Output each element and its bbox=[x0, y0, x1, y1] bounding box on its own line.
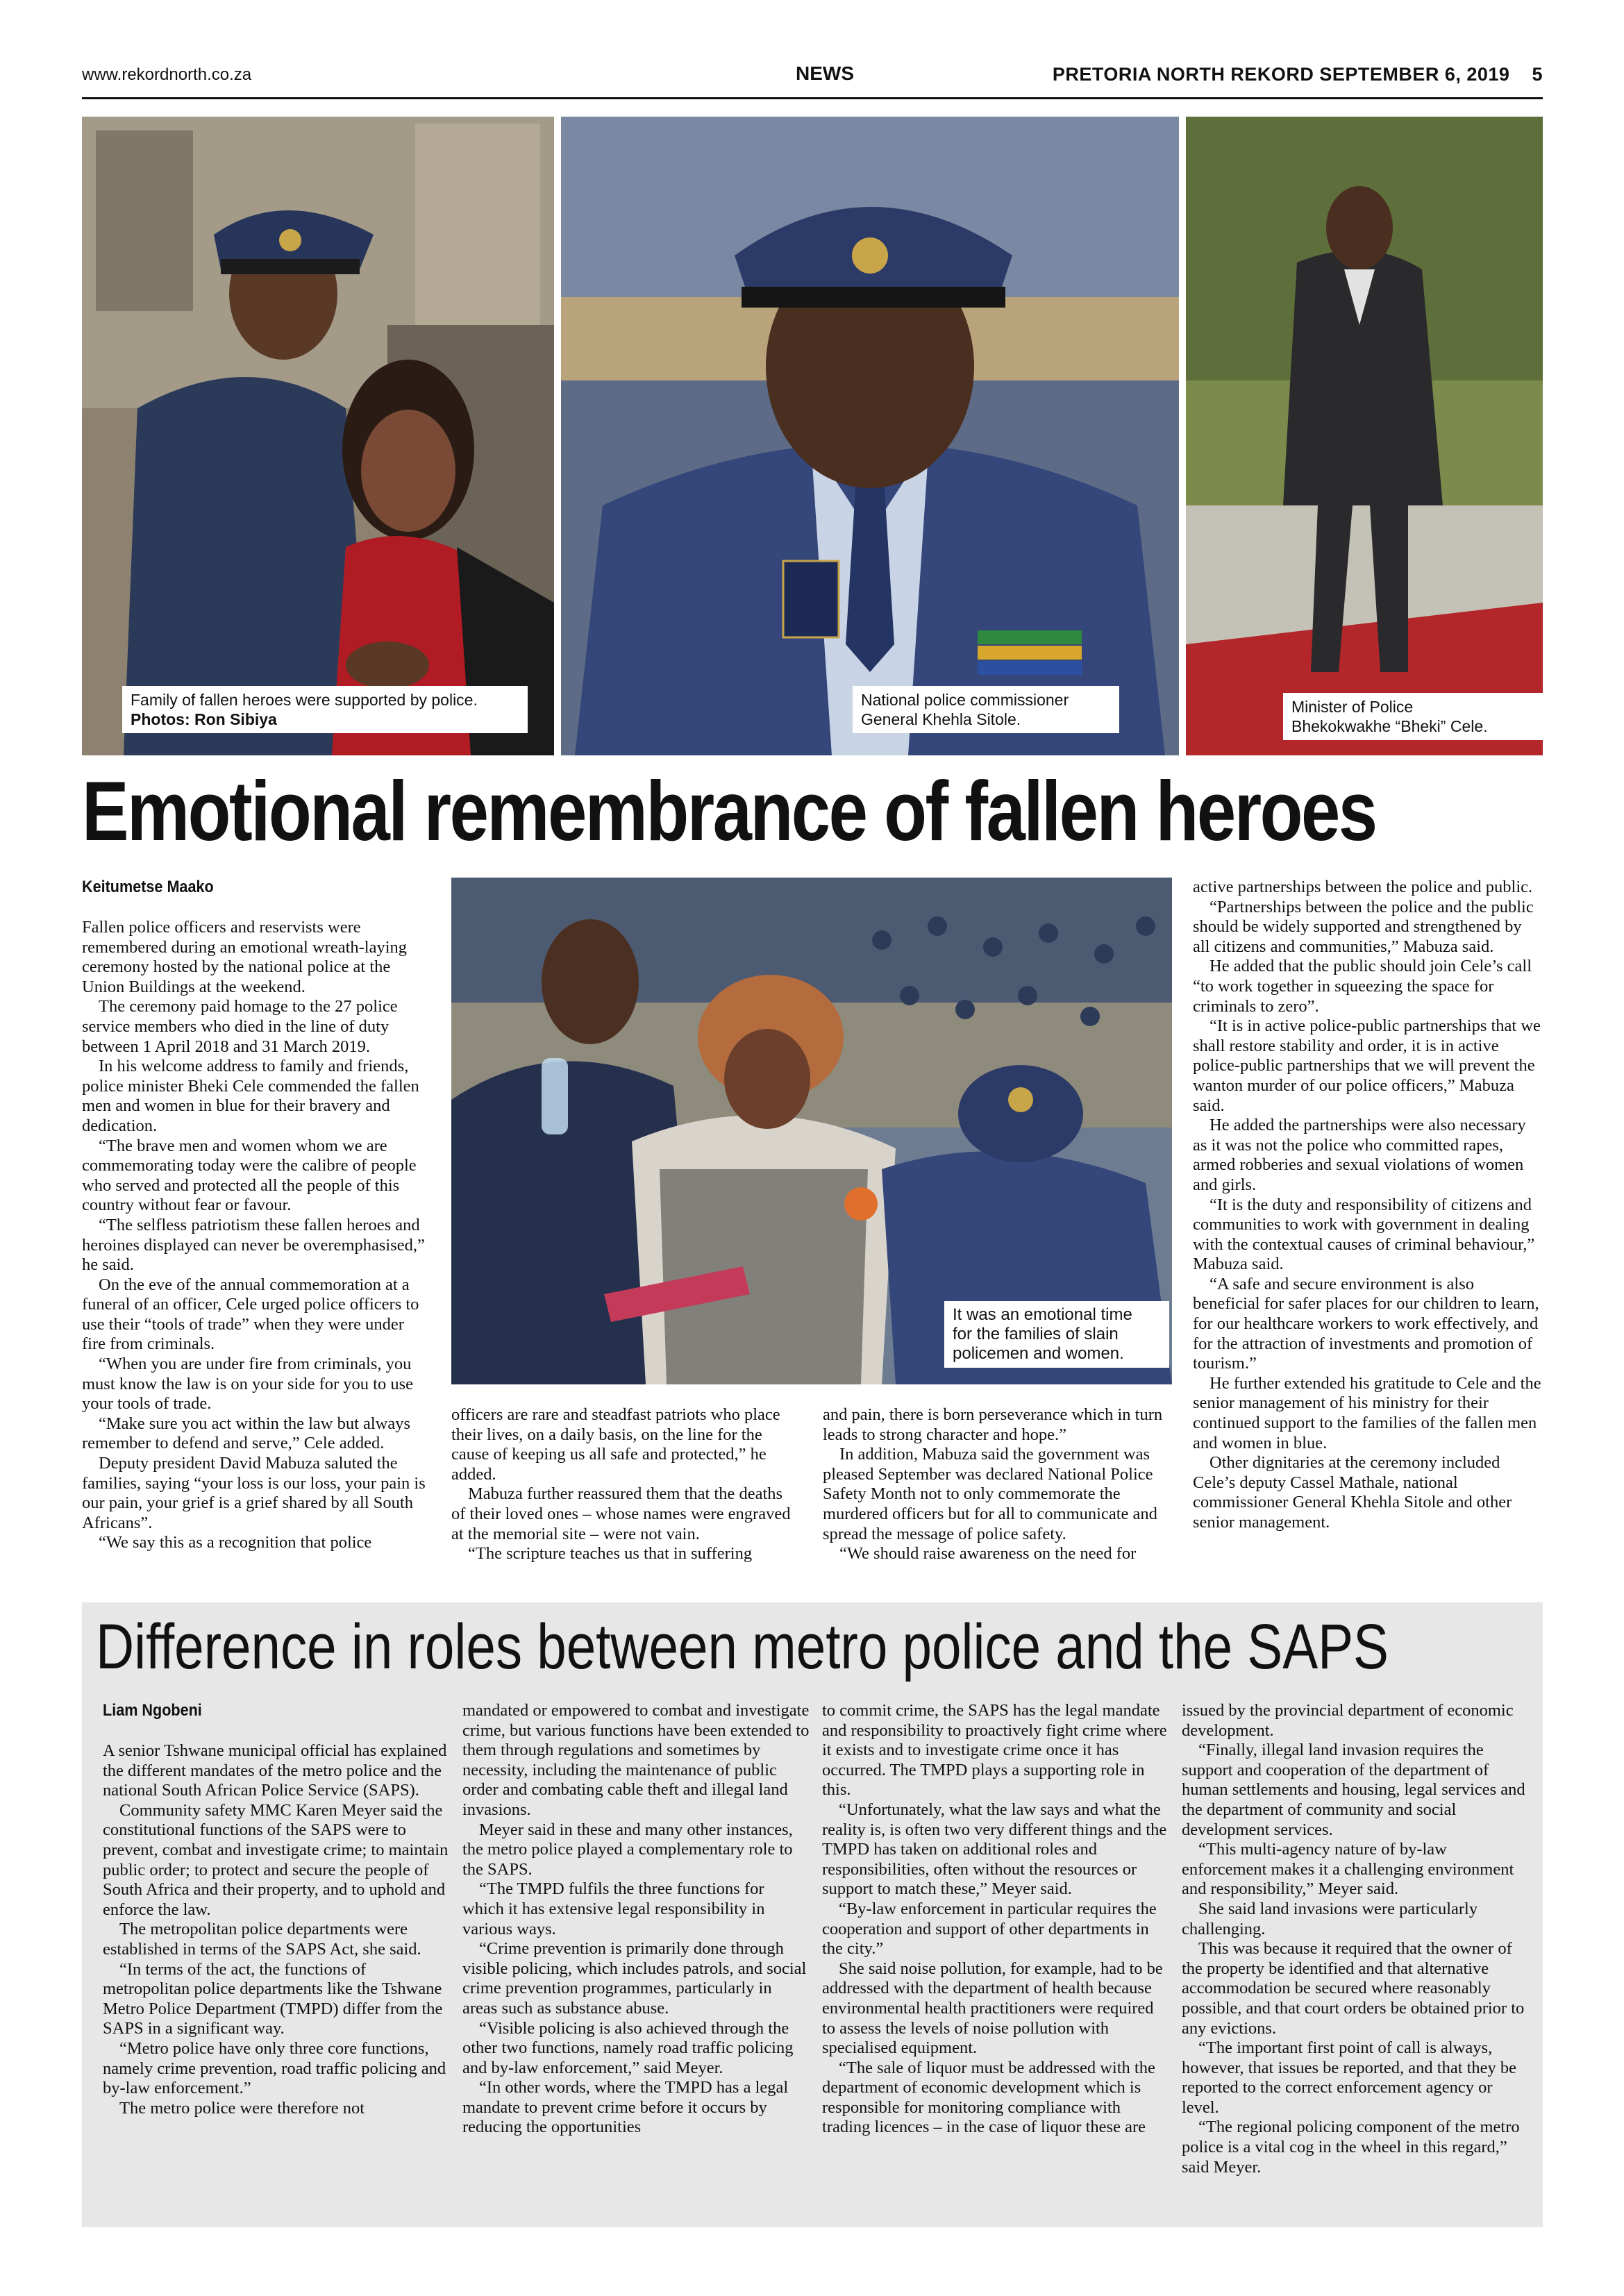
caption-line: Minister of Police bbox=[1291, 698, 1414, 716]
paragraph: He added the partnerships were also necessary as it was not the police who committed rapes, armed robberies and sexual violations of women and girls. bbox=[1193, 1116, 1526, 1194]
paragraph: officers are rare and steadfast patriots who place their lives, on a daily basis, on the line for the cause of keeping us all safe and protected,” he added. bbox=[451, 1405, 780, 1484]
photo-minister-caption bbox=[1283, 693, 1543, 740]
story2-column-2 bbox=[462, 1701, 810, 2138]
paragraph: mandated or empowered to combat and investigate crime, but various functions have been extended to them through regulations and sometimes by necessity, including the maintenance of public order and combating cable theft and illegal land invasions. bbox=[462, 1701, 810, 1819]
photo-national-commissioner-image bbox=[561, 117, 1179, 755]
paragraph: “We should raise awareness on the need for bbox=[839, 1544, 1137, 1564]
paragraph: “When you are under fire from criminals, you must know the law is on your side for you to use your tools of trade. bbox=[82, 1355, 414, 1414]
photo-credit-text: Photos: Ron Sibiya bbox=[131, 710, 277, 728]
paragraph: “It is in active police-public partnerships that we shall restore stability and order, it is in active police-public partnerships that we will prevent the wanton murder of our police officers,” Mabuza said. bbox=[1193, 1016, 1541, 1115]
paragraph: “Finally, illegal land invasion requires the support and cooperation of the department of human settlements and housing, legal services and the department of community and social development services. bbox=[1182, 1741, 1525, 1839]
paragraph: “This multi-agency nature of by-law enforcement makes it a challenging environment and responsibility,” Meyer said. bbox=[1182, 1840, 1514, 1899]
section-label: NEWS bbox=[796, 62, 854, 84]
story1-column-3 bbox=[823, 1405, 1172, 1564]
paragraph: He further extended his gratitude to Cele and the senior management of his ministry for their continued support to the families of the fallen men and women in blue. bbox=[1193, 1373, 1541, 1452]
paragraph: “The TMPD fulfils the three functions for which it has extensive legal responsibility in various ways. bbox=[462, 1879, 765, 1938]
publication-dateline bbox=[1053, 64, 1543, 85]
story1-byline: Keitumetse Maako bbox=[82, 878, 214, 896]
paragraph: Meyer said in these and many other instances, the metro police played a complementary role to the SAPS. bbox=[462, 1820, 793, 1879]
paragraph: “The scripture teaches us that in suffering bbox=[468, 1544, 753, 1564]
paragraph: “A safe and secure environment is also beneficial for safer places for our children to learn, for our healthcare workers to work effectively, and for the attraction of investments and promotion of tourism.” bbox=[1193, 1274, 1539, 1373]
story2-byline: Liam Ngobeni bbox=[103, 1701, 202, 1720]
story2-column-1 bbox=[103, 1741, 450, 2118]
caption-line: Bhekokwakhe “Bheki” Cele. bbox=[1291, 717, 1488, 735]
page-number: 5 bbox=[1532, 64, 1543, 85]
paragraph: “Partnerships between the police and the public should be widely supported and strengthened by all citizens and communities,” Mabuza said. bbox=[1193, 897, 1534, 956]
paragraph: “Visible policing is also achieved through the other two functions, namely road traffic policing and by-law enforcement,” said Meyer. bbox=[462, 2018, 794, 2077]
paragraph: active partnerships between the police and public. bbox=[1193, 878, 1533, 896]
photo-national-commissioner-caption bbox=[853, 686, 1119, 733]
caption-line: National police commissioner bbox=[861, 691, 1069, 709]
paragraph: “The sale of liquor must be addressed with the department of economic development which is responsible for monitoring compliance with trading licences – in the case of liquor these are bbox=[822, 2058, 1155, 2137]
paragraph: “The brave men and women whom we are commemorating today were the calibre of people who served and protected all the people of this country without fear or favour. bbox=[82, 1136, 417, 1215]
paragraph: Deputy president David Mabuza saluted the families, saying “your loss is our loss, your pain is our pain, your grief is a grief shared by all South Africans”. bbox=[82, 1454, 426, 1532]
paragraph: “The regional policing component of the metro police is a vital cog in the wheel in this regard,” said Meyer. bbox=[1182, 2118, 1520, 2177]
story2-column-4 bbox=[1182, 1701, 1529, 2177]
paragraph: “The selfless patriotism these fallen heroes and heroines displayed can never be overemphasised,” he said. bbox=[82, 1215, 425, 1275]
paragraph: “We say this as a recognition that police bbox=[99, 1533, 372, 1552]
paragraph: The metropolitan police departments were established in terms of the SAPS Act, she said. bbox=[103, 1920, 421, 1959]
publication-name-date: PRETORIA NORTH REKORD SEPTEMBER 6, 2019 bbox=[1052, 64, 1510, 85]
caption-text: Family of fallen heroes were supported by police. bbox=[131, 691, 478, 709]
paragraph: The ceremony paid homage to the 27 police service members who died in the line of duty between 1 April 2018 and 31 March 2019. bbox=[82, 997, 398, 1056]
paragraph: “In terms of the act, the functions of metropolitan police departments like the Tshwane Metro Police Department (TMPD) differ from the SAPS in a significant way. bbox=[103, 1959, 443, 2038]
paragraph: Mabuza further reassured them that the deaths of their loved ones – whose names were engraved at the memorial site – were not vain. bbox=[451, 1484, 791, 1543]
story2-headline: Difference in roles between metro police and the SAPS bbox=[96, 1611, 1389, 1682]
main-headline: Emotional remembrance of fallen heroes bbox=[82, 764, 1376, 858]
caption-line: It was an emotional time bbox=[953, 1305, 1132, 1324]
photo-credit bbox=[131, 710, 519, 729]
paragraph: “By-law enforcement in particular requires the cooperation and support of other departments in the city.” bbox=[822, 1899, 1157, 1959]
paragraph: to commit crime, the SAPS has the legal mandate and responsibility to proactively fight crime where it exists and to investigate crime once it has occurred. The TMPD plays a supporting role in this. bbox=[822, 1701, 1167, 1800]
photo-emotional-time bbox=[451, 878, 1172, 1384]
paragraph: She said noise pollution, for example, had to be addressed with the department of health because environmental health practitioners were required to assess the levels of noise pollution with specialised equipment. bbox=[822, 1959, 1163, 2058]
caption-line: policemen and women. bbox=[953, 1344, 1124, 1363]
paragraph: On the eve of the annual commemoration at a funeral of an officer, Cele urged police officers to use their “tools of trade” when they were under fire from criminals. bbox=[82, 1275, 419, 1354]
story1-column-4 bbox=[1193, 878, 1543, 1533]
story1-column-2 bbox=[451, 1405, 798, 1564]
photo-emotional-time-caption bbox=[944, 1301, 1169, 1368]
photo-family-supported-image bbox=[82, 117, 554, 755]
photo-national-commissioner bbox=[561, 117, 1179, 755]
paragraph: “In other words, where the TMPD has a legal mandate to prevent crime before it occurs by reducing the opportunities bbox=[462, 2078, 789, 2137]
paragraph: “The important first point of call is always, however, that issues be reported, and that they be reported to the correct enforcement agency or level. bbox=[1182, 2038, 1517, 2117]
photo-minister-of-police bbox=[1186, 117, 1543, 755]
photo-family-supported bbox=[82, 117, 554, 755]
photo-minister-of-police-image bbox=[1186, 117, 1543, 755]
paragraph: “Make sure you act within the law but always remember to defend and serve,” Cele added. bbox=[82, 1414, 411, 1453]
paragraph: This was because it required that the owner of the property be identified and that alternative accommodation be secured where reasonably possible, and that court orders be obtained prior to any evictions. bbox=[1182, 1939, 1525, 2038]
story1-column-1 bbox=[82, 918, 429, 1553]
caption-line: for the families of slain bbox=[953, 1325, 1119, 1343]
paragraph: issued by the provincial department of economic development. bbox=[1182, 1701, 1514, 1740]
paragraph: She said land invasions were particularly challenging. bbox=[1182, 1899, 1478, 1938]
paragraph: “Unfortunately, what the law says and what the reality is, is often two very different things and the TMPD has taken on additional roles and responsibilities, often without the resources or support to match these,” Meyer said. bbox=[822, 1800, 1167, 1899]
photo-family-supported-caption bbox=[122, 686, 528, 733]
paragraph: In addition, Mabuza said the government was pleased September was declared National Police Safety Month not to only commemorate the murdered officers but for all to communicate and spread the message of police safety. bbox=[823, 1445, 1157, 1543]
story2-panel bbox=[82, 1602, 1543, 2227]
paragraph: A senior Tshwane municipal official has explained the different mandates of the metro police and the national South African Police Service (SAPS). bbox=[103, 1741, 447, 1800]
paragraph: Community safety MMC Karen Meyer said the constitutional functions of the SAPS were to prevent, combat and investigate crime; to maintain public order; to protect and secure the people of South Africa and their property, and to uphold and enforce the law. bbox=[103, 1800, 449, 1919]
website-url[interactable]: www.rekordnorth.co.za bbox=[82, 65, 252, 84]
paragraph: and pain, there is born perseverance which in turn leads to strong character and hope.” bbox=[823, 1405, 1163, 1444]
paragraph: In his welcome address to family and friends, police minister Bheki Cele commended the fallen men and women in blue for their bravery and dedication. bbox=[82, 1057, 419, 1135]
paragraph: “Crime prevention is primarily done through visible policing, which includes patrols, and social crime prevention programmes, particularly in areas such as substance abuse. bbox=[462, 1939, 807, 2018]
caption-line: General Khehla Sitole. bbox=[861, 710, 1021, 728]
story2-column-3 bbox=[822, 1701, 1169, 2138]
paragraph: “Metro police have only three core functions, namely crime prevention, road traffic policing and by-law enforcement.” bbox=[103, 2038, 446, 2098]
page-header bbox=[82, 62, 1543, 99]
paragraph: “It is the duty and responsibility of citizens and communities to work with government in dealing with the contextual causes of criminal behaviour,” Mabuza said. bbox=[1193, 1195, 1535, 1274]
paragraph: The metro police were therefore not bbox=[119, 2098, 365, 2118]
paragraph: He added that the public should join Cele’s call “to work together in squeezing the space for criminals to zero”. bbox=[1193, 957, 1532, 1016]
paragraph: Other dignitaries at the ceremony included Cele’s deputy Cassel Mathale, national commissioner General Khehla Sitole and other senior management. bbox=[1193, 1453, 1512, 1532]
paragraph: Fallen police officers and reservists were remembered during an emotional wreath-laying ceremony hosted by the national police at the Union Buildings at the weekend. bbox=[82, 918, 408, 996]
